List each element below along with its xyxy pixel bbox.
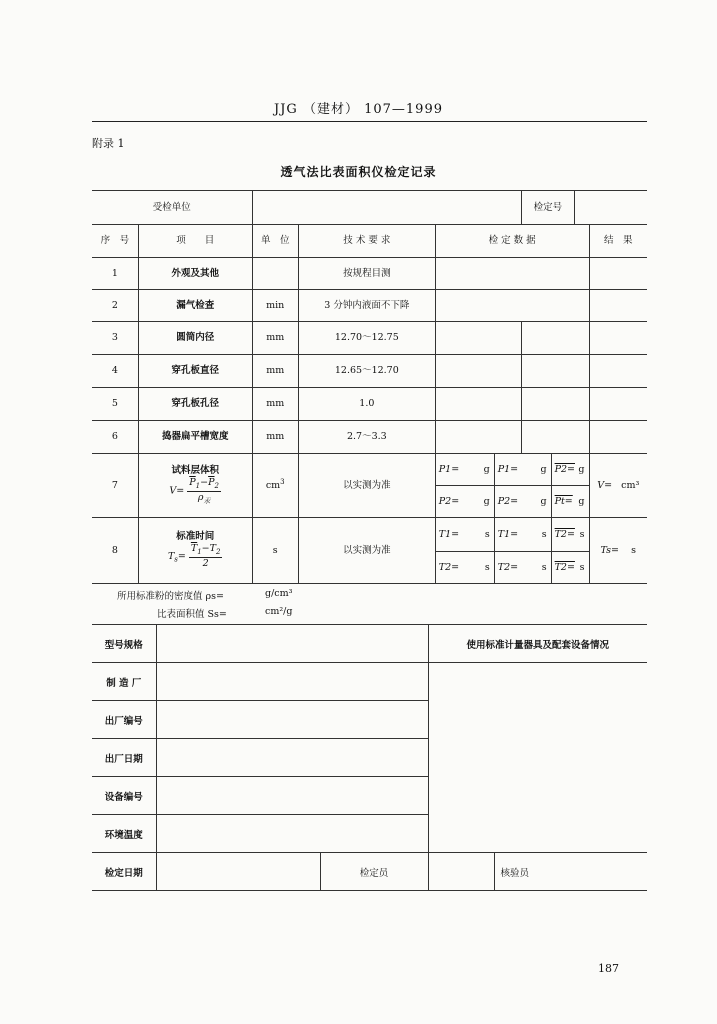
device-no-label: 设备编号 [92, 777, 156, 815]
row-item: 穿孔板孔径 [138, 388, 252, 421]
specific-area-unit: cm²/g [265, 606, 293, 617]
row-no: 1 [92, 258, 138, 290]
checker-label: 核验员 [500, 867, 530, 879]
measurement-cell[interactable]: P1= g [494, 454, 551, 486]
row-data-cell-a[interactable] [435, 322, 521, 355]
row-data-cell-a[interactable] [435, 355, 521, 388]
measurement-cell[interactable]: T2= s [435, 552, 494, 584]
measurement-cell[interactable]: P2= g [551, 454, 589, 486]
row-result-cell[interactable] [589, 421, 647, 454]
row-requirement: 12.65～12.70 [298, 355, 435, 388]
verify-date-field[interactable] [156, 853, 320, 891]
row-item: 圆筒内径 [138, 322, 252, 355]
row-data-cell-b[interactable] [522, 322, 589, 355]
measurement-cell[interactable]: P2= g [435, 486, 494, 518]
row-item: 漏气检查 [138, 290, 252, 322]
appendix-label: 附录 1 [92, 137, 125, 150]
info-row [92, 853, 647, 891]
form-title: 透气法比表面积仪检定记录 [280, 165, 437, 179]
col-no: 序 号 [92, 225, 138, 258]
row-unit: s [252, 518, 298, 584]
row-no: 3 [92, 322, 138, 355]
serial-label: 出厂编号 [92, 701, 156, 739]
page-number: 187 [598, 962, 619, 975]
row-item: 外观及其他 [138, 258, 252, 290]
row-unit: $cm^3$ [252, 454, 298, 518]
info-row [92, 625, 647, 663]
model-field[interactable] [156, 625, 428, 663]
specific-area-label: 比表面积值 Ss= [157, 609, 227, 620]
equipment-label: 使用标准计量器具及配套设备情况 [428, 625, 647, 663]
row-unit: min [252, 290, 298, 322]
table-row [92, 355, 647, 388]
manufacture-date-field[interactable] [156, 739, 428, 777]
row-requirement: 按规程目测 [298, 258, 435, 290]
row-result-cell[interactable] [589, 322, 647, 355]
row-no: 4 [92, 355, 138, 388]
row-item: 捣器扁平槽宽度 [138, 421, 252, 454]
verification-record-table [92, 190, 647, 584]
inspected-unit-label: 受检单位 [92, 191, 252, 225]
standard-number: 107—1999 [364, 102, 443, 117]
row-requirement: 以实测为准 [298, 518, 435, 584]
measurement-cell[interactable]: P2= g [494, 486, 551, 518]
device-no-field[interactable] [156, 777, 428, 815]
row-data-cell-b[interactable] [522, 421, 589, 454]
row-data-cell-a[interactable] [435, 388, 521, 421]
measurement-cell[interactable]: T2= s [494, 552, 551, 584]
row-result-cell[interactable]: Ts= s [589, 518, 647, 584]
maker-field[interactable] [156, 663, 428, 701]
verifier-field[interactable] [428, 853, 494, 891]
standard-code: JJG [273, 102, 298, 117]
measurement-cell[interactable]: T2= s [551, 518, 589, 552]
row-unit: mm [252, 322, 298, 355]
row-unit: mm [252, 355, 298, 388]
row-requirement: 1.0 [298, 388, 435, 421]
row-item: 标准时间 [176, 531, 215, 543]
checker-cell[interactable] [494, 853, 647, 891]
row-requirement: 12.70～12.75 [298, 322, 435, 355]
row-unit [252, 258, 298, 290]
table-row [92, 421, 647, 454]
measurement-cell[interactable]: P1= g [435, 454, 494, 486]
col-item: 项 目 [138, 225, 252, 258]
row-result-cell[interactable] [589, 388, 647, 421]
row-result-cell[interactable] [589, 355, 647, 388]
row-data-cell[interactable] [435, 290, 589, 322]
row-requirement: 2.7～3.3 [298, 421, 435, 454]
measurement-cell[interactable]: T1= s [435, 518, 494, 552]
row-requirement: 以实测为准 [298, 454, 435, 518]
row-item-with-formula [138, 518, 252, 584]
row-unit: mm [252, 388, 298, 421]
serial-field[interactable] [156, 701, 428, 739]
verifier-label: 检定员 [320, 853, 428, 891]
row-data-cell-a[interactable] [435, 421, 521, 454]
row-item: 试料层体积 [171, 465, 219, 477]
row-unit: mm [252, 421, 298, 454]
row-data-cell-b[interactable] [522, 388, 589, 421]
standard-category: （建材） [302, 102, 359, 117]
row-result-cell[interactable] [589, 290, 647, 322]
table-row [92, 388, 647, 421]
row-no: 5 [92, 388, 138, 421]
row-no: 7 [92, 454, 138, 518]
manufacture-date-label: 出厂日期 [92, 739, 156, 777]
row-data-cell-b[interactable] [522, 355, 589, 388]
table-row-sample-volume [92, 454, 647, 486]
table-row [92, 258, 647, 290]
col-requirement: 技 术 要 求 [298, 225, 435, 258]
measurement-cell[interactable]: Pt= g [551, 486, 589, 518]
row-item-with-formula [138, 454, 252, 518]
inspected-unit-field[interactable] [252, 191, 522, 225]
env-temp-field[interactable] [156, 815, 428, 853]
verify-date-label: 检定日期 [92, 853, 156, 891]
col-data: 检 定 数 据 [435, 225, 589, 258]
maker-label: 制 造 厂 [92, 663, 156, 701]
cert-no-field[interactable] [574, 191, 647, 225]
measurement-cell[interactable]: T2= s [551, 552, 589, 584]
table-row [92, 322, 647, 355]
row-data-cell[interactable] [435, 258, 589, 290]
col-result: 结 果 [589, 225, 647, 258]
header-rule [92, 121, 647, 122]
measurement-cell[interactable]: T1= s [494, 518, 551, 552]
col-unit: 单 位 [252, 225, 298, 258]
table-row [92, 290, 647, 322]
volume-formula: V= $\frac{\overline{P}_1-\overline{P}_2}{\rho_汞}$ [169, 477, 219, 505]
cert-no-label: 检定号 [522, 191, 575, 225]
inspected-unit-row [92, 191, 647, 225]
density-label: 所用标准粉的密度值 ρs= [117, 591, 224, 602]
density-unit: g/cm³ [265, 588, 293, 599]
equipment-field[interactable] [428, 663, 647, 853]
model-label: 型号规格 [92, 625, 156, 663]
row-result-cell[interactable] [589, 258, 647, 290]
env-temp-label: 环境温度 [92, 815, 156, 853]
row-no: 6 [92, 421, 138, 454]
instrument-info-table [92, 624, 647, 891]
row-item: 穿孔板直径 [138, 355, 252, 388]
row-no: 8 [92, 518, 138, 584]
row-no: 2 [92, 290, 138, 322]
row-requirement: 3 分钟内液面不下降 [298, 290, 435, 322]
row-result-cell[interactable]: V= cm³ [589, 454, 647, 518]
info-row [92, 663, 647, 701]
table-row-standard-time [92, 518, 647, 552]
document-header [0, 98, 717, 117]
column-header-row [92, 225, 647, 258]
time-formula: $T_s=$ $\frac{\overline{T}_1-T_2}{2}$ [167, 543, 221, 569]
